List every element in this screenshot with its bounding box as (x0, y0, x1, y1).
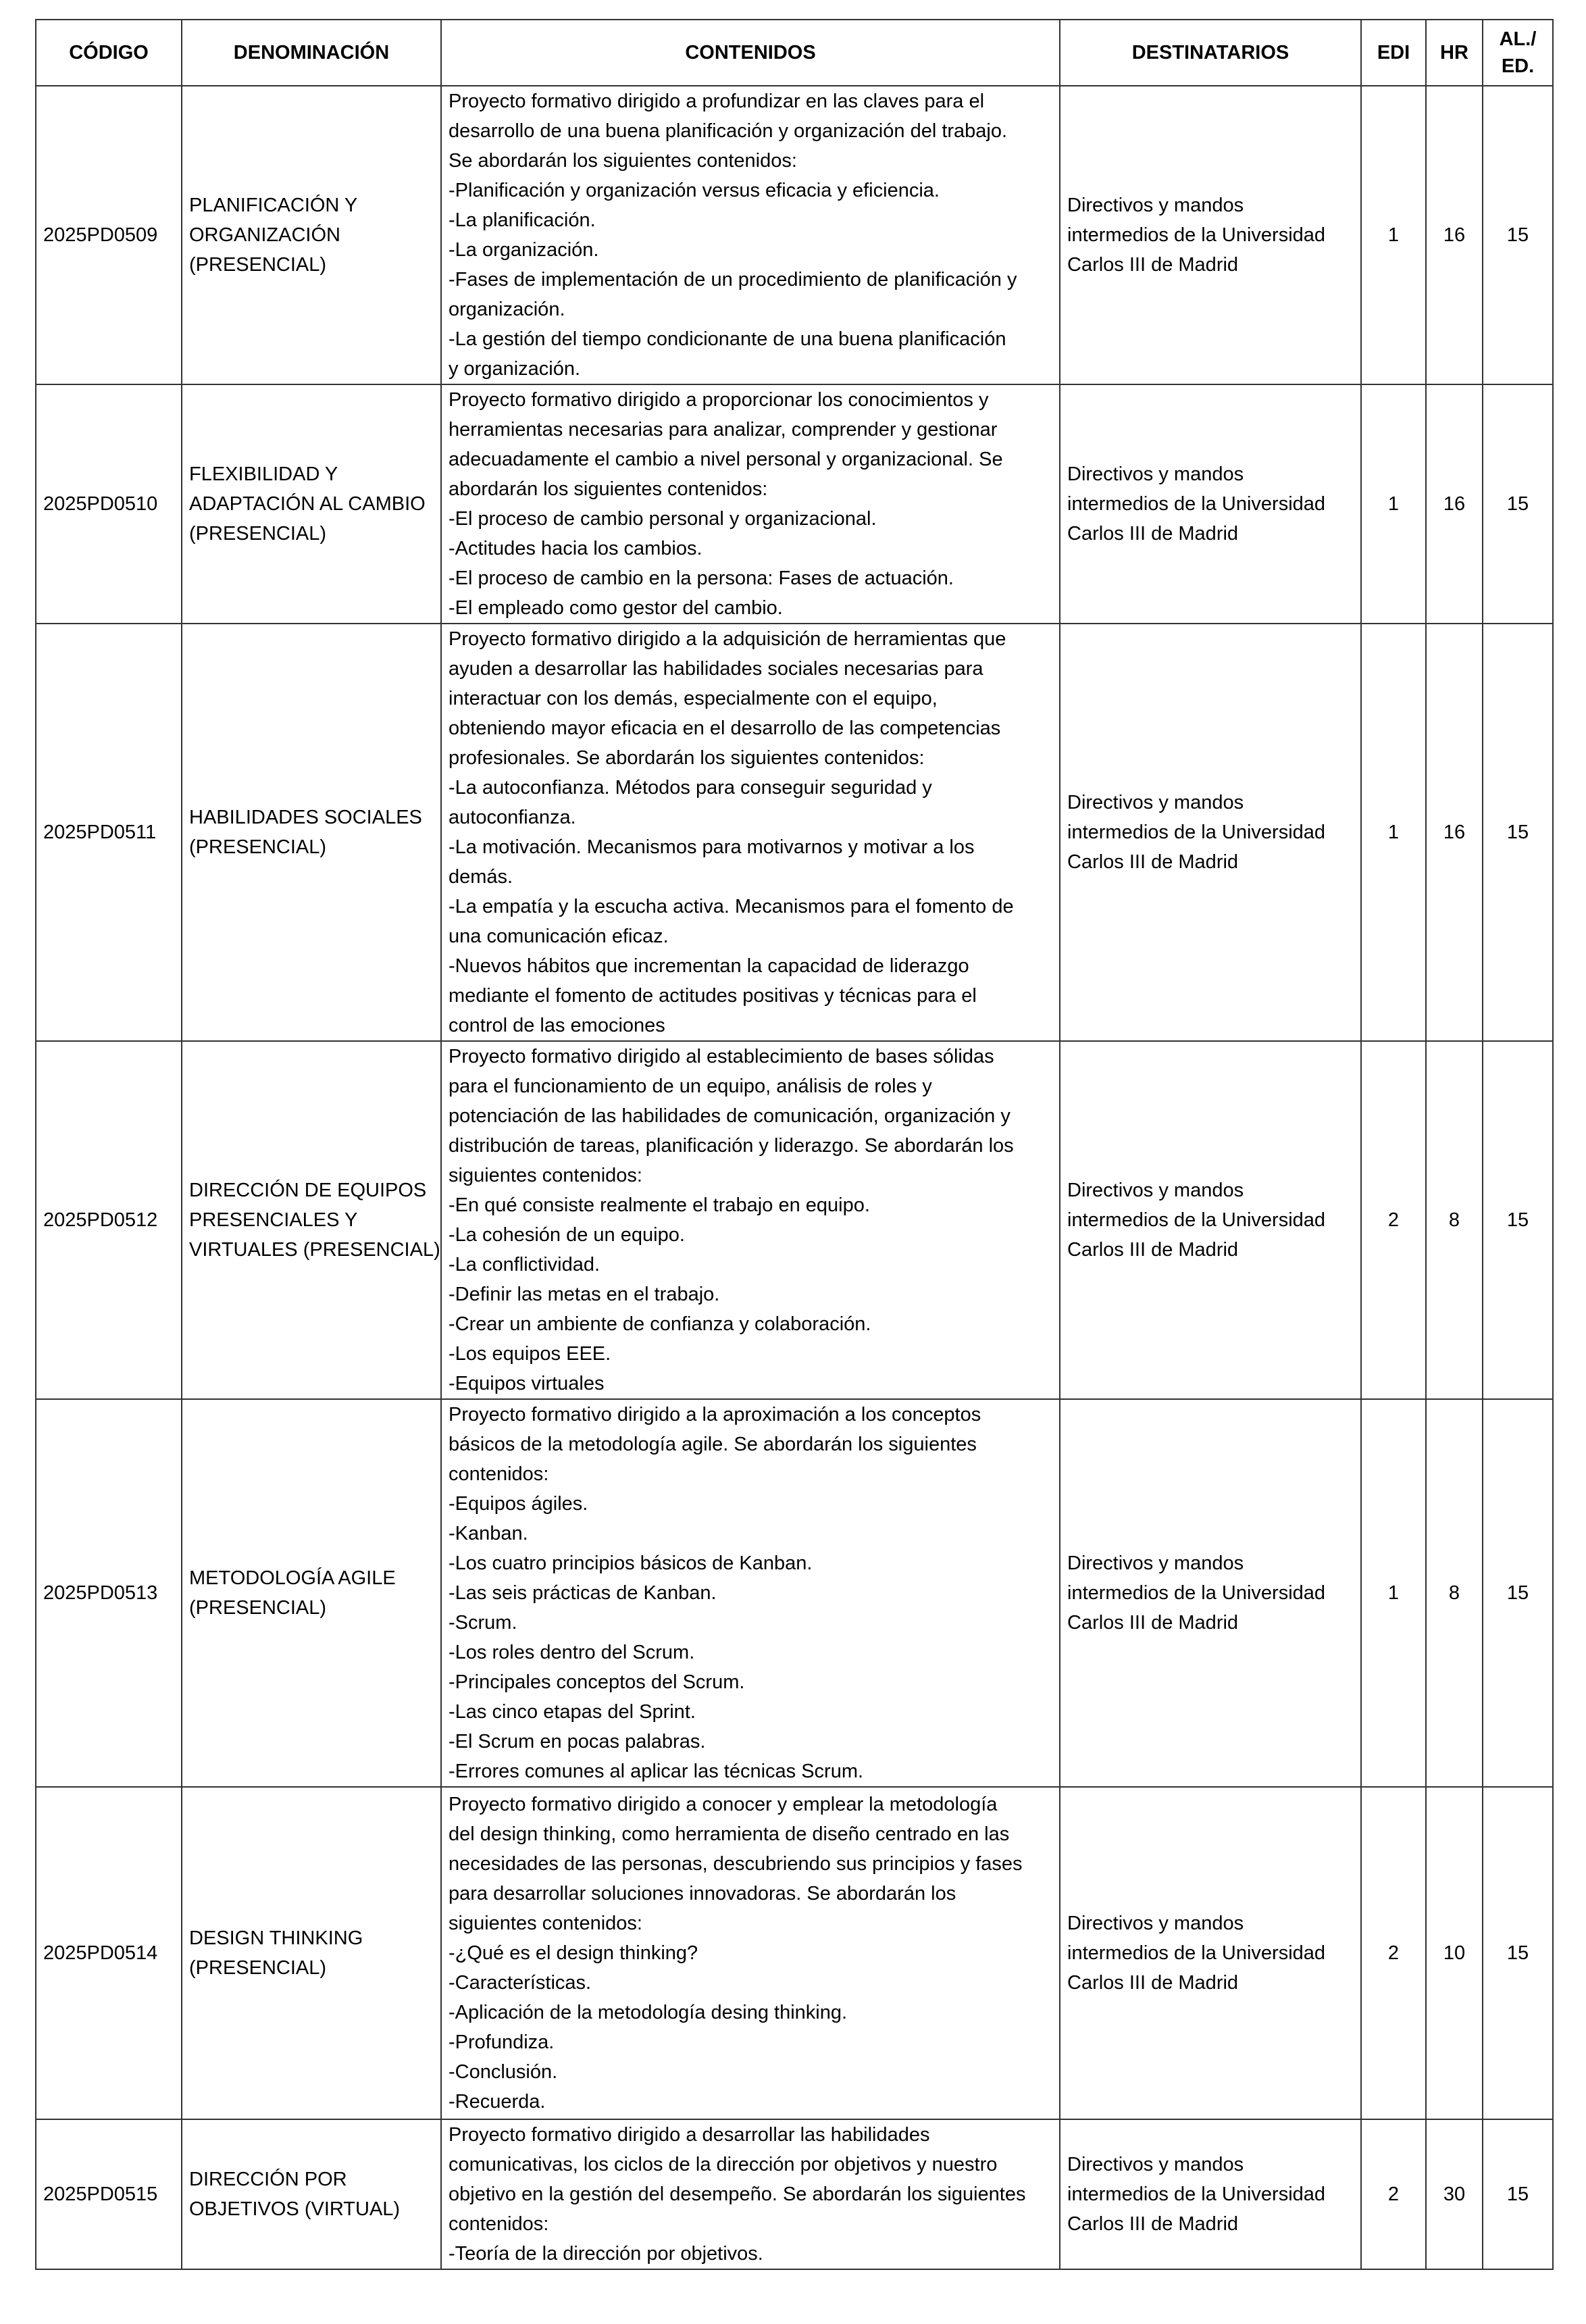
contenidos-line: Proyecto formativo dirigido a la aproximación a los conceptos (449, 1404, 981, 1425)
contenidos-line: Proyecto formativo dirigido a desarrollar las habilidades (449, 2124, 930, 2146)
contenidos-line: -¿Qué es el design thinking? (449, 1942, 698, 1964)
cell-denominacion (182, 86, 441, 384)
cell-contenidos (441, 1787, 1060, 2119)
cell-contenidos (441, 2119, 1060, 2269)
contenidos-line: para desarrollar soluciones innovadoras. Se abordarán los (449, 1883, 956, 1904)
contenidos-line: -Planificación y organización versus eficacia y eficiencia. (449, 180, 940, 201)
cell-al-ed: 15 (1483, 624, 1553, 1041)
contenidos-line: -Las seis prácticas de Kanban. (449, 1582, 717, 1604)
table-row (36, 384, 1553, 624)
table-row (36, 2119, 1553, 2269)
contenidos-line: comunicativas, los ciclos de la dirección por objetivos y nuestro (449, 2154, 998, 2175)
cell-codigo: 2025PD0512 (36, 1041, 182, 1399)
contenidos-line: control de las emociones (449, 1015, 665, 1036)
destinatarios-line: Directivos y mandos (1067, 792, 1244, 813)
contenidos-line: -Recuerda. (449, 2091, 546, 2113)
contenidos-line: -La autoconfianza. Métodos para conseguir seguridad y (449, 777, 932, 799)
contenidos-line: -Las cinco etapas del Sprint. (449, 1701, 696, 1723)
destinatarios-line: intermedios de la Universidad (1067, 224, 1326, 246)
destinatarios-line: Carlos III de Madrid (1067, 1972, 1239, 1994)
header-edi: EDI (1361, 20, 1426, 86)
contenidos-line: profesionales. Se abordarán los siguientes contenidos: (449, 747, 925, 769)
cell-edi: 1 (1361, 624, 1426, 1041)
contenidos-line: contenidos: (449, 1463, 549, 1485)
contenidos-line: -Teoría de la dirección por objetivos. (449, 2243, 763, 2265)
header-row (36, 20, 1553, 86)
contenidos-line: -Profundiza. (449, 2031, 555, 2053)
contenidos-line: mediante el fomento de actitudes positivas y técnicas para el (449, 985, 977, 1007)
contenidos-line: -Características. (449, 1972, 592, 1994)
cell-destinatarios (1060, 1787, 1361, 2119)
denominacion-line: (PRESENCIAL) (189, 1597, 327, 1619)
cell-denominacion (182, 1041, 441, 1399)
cell-destinatarios (1060, 624, 1361, 1041)
cell-hr: 8 (1426, 1041, 1483, 1399)
contenidos-line: adecuadamente el cambio a nivel personal y organizacional. Se (449, 449, 1003, 470)
cell-destinatarios (1060, 384, 1361, 624)
contenidos-line: -Los roles dentro del Scrum. (449, 1642, 695, 1663)
contenidos-line: una comunicación eficaz. (449, 926, 669, 947)
destinatarios-line: Directivos y mandos (1067, 1552, 1244, 1574)
destinatarios-line: Directivos y mandos (1067, 195, 1244, 216)
contenidos-line: -Aplicación de la metodología desing thinking. (449, 2002, 848, 2023)
contenidos-line: Proyecto formativo dirigido a profundizar en las claves para el (449, 91, 985, 112)
denominacion-line: HABILIDADES SOCIALES (189, 807, 422, 828)
cell-codigo: 2025PD0514 (36, 1787, 182, 2119)
destinatarios-line: intermedios de la Universidad (1067, 1942, 1326, 1964)
contenidos-line: -La gestión del tiempo condicionante de una buena planificación (449, 328, 1006, 350)
cell-denominacion (182, 1399, 441, 1787)
denominacion-line: PRESENCIALES Y (189, 1209, 358, 1231)
cell-edi: 2 (1361, 1787, 1426, 2119)
contenidos-line: -Definir las metas en el trabajo. (449, 1284, 720, 1305)
header-hr: HR (1426, 20, 1483, 86)
denominacion-line: (PRESENCIAL) (189, 1957, 327, 1979)
contenidos-line: herramientas necesarias para analizar, comprender y gestionar (449, 419, 998, 440)
header-denominacion: DENOMINACIÓN (182, 20, 441, 86)
destinatarios-line: Carlos III de Madrid (1067, 851, 1239, 873)
destinatarios-line: Carlos III de Madrid (1067, 1239, 1239, 1261)
cell-edi: 2 (1361, 1041, 1426, 1399)
contenidos-line: -Nuevos hábitos que incrementan la capacidad de liderazgo (449, 955, 969, 977)
contenidos-line: obteniendo mayor eficacia en el desarrollo de las competencias (449, 717, 1001, 739)
cell-hr: 16 (1426, 624, 1483, 1041)
destinatarios-line: intermedios de la Universidad (1067, 822, 1326, 843)
contenidos-line: contenidos: (449, 2213, 549, 2235)
contenidos-line: -Los cuatro principios básicos de Kanban. (449, 1552, 813, 1574)
contenidos-line: siguientes contenidos: (449, 1913, 642, 1934)
denominacion-line: METODOLOGÍA AGILE (189, 1567, 396, 1589)
header-al-ed (1483, 20, 1553, 86)
contenidos-line: ayuden a desarrollar las habilidades sociales necesarias para (449, 658, 983, 680)
denominacion-line: DESIGN THINKING (189, 1927, 363, 1949)
cell-codigo: 2025PD0511 (36, 624, 182, 1041)
contenidos-line: -El proceso de cambio personal y organizacional. (449, 508, 877, 530)
destinatarios-line: Directivos y mandos (1067, 2154, 1244, 2175)
destinatarios-line: intermedios de la Universidad (1067, 2183, 1326, 2205)
cell-destinatarios (1060, 2119, 1361, 2269)
contenidos-line: -Equipos ágiles. (449, 1493, 588, 1515)
contenidos-line: potenciación de las habilidades de comunicación, organización y (449, 1105, 1011, 1127)
contenidos-line: abordarán los siguientes contenidos: (449, 478, 768, 500)
cell-hr: 30 (1426, 2119, 1483, 2269)
cell-destinatarios (1060, 1041, 1361, 1399)
cell-al-ed: 15 (1483, 1041, 1553, 1399)
contenidos-line: -Conclusión. (449, 2061, 558, 2083)
cell-codigo: 2025PD0515 (36, 2119, 182, 2269)
cell-edi: 1 (1361, 1399, 1426, 1787)
contenidos-line: Proyecto formativo dirigido a la adquisición de herramientas que (449, 628, 1006, 650)
contenidos-line: del design thinking, como herramienta de diseño centrado en las (449, 1823, 1010, 1845)
contenidos-line: -Crear un ambiente de confianza y colaboración. (449, 1313, 871, 1335)
contenidos-line: desarrollo de una buena planificación y organización del trabajo. (449, 120, 1008, 142)
denominacion-line: PLANIFICACIÓN Y (189, 195, 358, 216)
contenidos-line: básicos de la metodología agile. Se abordarán los siguientes (449, 1434, 977, 1455)
header-al-ed-line2: ED. (1501, 55, 1535, 77)
contenidos-line: para el funcionamiento de un equipo, análisis de roles y (449, 1076, 932, 1097)
denominacion-line: DIRECCIÓN POR (189, 2169, 347, 2190)
cell-codigo: 2025PD0513 (36, 1399, 182, 1787)
contenidos-line: -El proceso de cambio en la persona: Fases de actuación. (449, 567, 954, 589)
contenidos-line: y organización. (449, 358, 581, 380)
cell-contenidos (441, 1399, 1060, 1787)
contenidos-line: -Principales conceptos del Scrum. (449, 1671, 745, 1693)
contenidos-line: -La motivación. Mecanismos para motivarnos y motivar a los (449, 836, 975, 858)
contenidos-line: organización. (449, 299, 565, 320)
destinatarios-line: Directivos y mandos (1067, 463, 1244, 485)
contenidos-line: -La planificación. (449, 209, 596, 231)
contenidos-line: -Actitudes hacia los cambios. (449, 538, 702, 559)
cell-denominacion (182, 624, 441, 1041)
header-codigo: CÓDIGO (36, 20, 182, 86)
destinatarios-line: intermedios de la Universidad (1067, 1209, 1326, 1231)
cell-contenidos (441, 624, 1060, 1041)
cell-contenidos (441, 1041, 1060, 1399)
cell-hr: 8 (1426, 1399, 1483, 1787)
destinatarios-line: intermedios de la Universidad (1067, 493, 1326, 515)
header-contenidos: CONTENIDOS (441, 20, 1060, 86)
contenidos-line: -Los equipos EEE. (449, 1343, 611, 1365)
table-row (36, 86, 1553, 384)
contenidos-line: Proyecto formativo dirigido a proporcionar los conocimientos y (449, 389, 989, 411)
cell-al-ed: 15 (1483, 384, 1553, 624)
contenidos-line: objetivo en la gestión del desempeño. Se abordarán los siguientes (449, 2183, 1026, 2205)
cell-contenidos (441, 86, 1060, 384)
cell-edi: 1 (1361, 86, 1426, 384)
denominacion-line: VIRTUALES (PRESENCIAL) (189, 1239, 440, 1261)
contenidos-line: -El empleado como gestor del cambio. (449, 597, 783, 619)
table-body (36, 86, 1553, 2269)
denominacion-line: (PRESENCIAL) (189, 523, 327, 545)
denominacion-line: ORGANIZACIÓN (189, 224, 340, 246)
contenidos-line: siguientes contenidos: (449, 1165, 642, 1186)
destinatarios-line: Carlos III de Madrid (1067, 2213, 1239, 2235)
contenidos-line: -Kanban. (449, 1523, 528, 1544)
table-row (36, 1787, 1553, 2119)
contenidos-line: Proyecto formativo dirigido a conocer y emplear la metodología (449, 1794, 998, 1815)
cell-hr: 10 (1426, 1787, 1483, 2119)
course-table (35, 19, 1554, 2270)
denominacion-line: ADAPTACIÓN AL CAMBIO (189, 493, 426, 515)
cell-al-ed: 15 (1483, 1399, 1553, 1787)
contenidos-line: -Fases de implementación de un procedimiento de planificación y (449, 269, 1017, 290)
cell-edi: 1 (1361, 384, 1426, 624)
denominacion-line: (PRESENCIAL) (189, 836, 327, 858)
destinatarios-line: Carlos III de Madrid (1067, 523, 1239, 545)
contenidos-line: demás. (449, 866, 513, 888)
contenidos-line: interactuar con los demás, especialmente con el equipo, (449, 688, 938, 709)
contenidos-line: -La empatía y la escucha activa. Mecanismos para el fomento de (449, 896, 1014, 917)
contenidos-line: -En qué consiste realmente el trabajo en equipo. (449, 1194, 870, 1216)
destinatarios-line: Directivos y mandos (1067, 1180, 1244, 1201)
contenidos-line: necesidades de las personas, descubriendo sus principios y fases (449, 1853, 1023, 1875)
contenidos-line: -Scrum. (449, 1612, 517, 1634)
denominacion-line: DIRECCIÓN DE EQUIPOS (189, 1180, 427, 1201)
header-al-ed-line1: AL./ (1499, 28, 1537, 50)
contenidos-line: Proyecto formativo dirigido al establecimiento de bases sólidas (449, 1046, 994, 1067)
cell-destinatarios (1060, 86, 1361, 384)
cell-denominacion (182, 2119, 441, 2269)
cell-al-ed: 15 (1483, 2119, 1553, 2269)
document-page (35, 19, 1552, 2270)
contenidos-line: -La cohesión de un equipo. (449, 1224, 685, 1246)
cell-denominacion (182, 1787, 441, 2119)
table-row (36, 1399, 1553, 1787)
cell-contenidos (441, 384, 1060, 624)
cell-al-ed: 15 (1483, 1787, 1553, 2119)
contenidos-line: autoconfianza. (449, 807, 576, 828)
denominacion-line: (PRESENCIAL) (189, 254, 327, 276)
table-row (36, 1041, 1553, 1399)
contenidos-line: -Errores comunes al aplicar las técnicas Scrum. (449, 1761, 864, 1782)
contenidos-line: -La conflictividad. (449, 1254, 600, 1275)
cell-edi: 2 (1361, 2119, 1426, 2269)
contenidos-line: distribución de tareas, planificación y liderazgo. Se abordarán los (449, 1135, 1014, 1157)
destinatarios-line: Carlos III de Madrid (1067, 1612, 1239, 1634)
cell-hr: 16 (1426, 86, 1483, 384)
cell-destinatarios (1060, 1399, 1361, 1787)
denominacion-line: OBJETIVOS (VIRTUAL) (189, 2198, 401, 2220)
destinatarios-line: Directivos y mandos (1067, 1913, 1244, 1934)
destinatarios-line: intermedios de la Universidad (1067, 1582, 1326, 1604)
contenidos-line: -La organización. (449, 239, 599, 261)
contenidos-line: -Equipos virtuales (449, 1373, 605, 1394)
cell-codigo: 2025PD0509 (36, 86, 182, 384)
cell-denominacion (182, 384, 441, 624)
contenidos-line: -El Scrum en pocas palabras. (449, 1731, 706, 1752)
table-row (36, 624, 1553, 1041)
contenidos-line: Se abordarán los siguientes contenidos: (449, 150, 797, 172)
cell-al-ed: 15 (1483, 86, 1553, 384)
header-destinatarios: DESTINATARIOS (1060, 20, 1361, 86)
cell-codigo: 2025PD0510 (36, 384, 182, 624)
denominacion-line: FLEXIBILIDAD Y (189, 463, 338, 485)
destinatarios-line: Carlos III de Madrid (1067, 254, 1239, 276)
cell-hr: 16 (1426, 384, 1483, 624)
